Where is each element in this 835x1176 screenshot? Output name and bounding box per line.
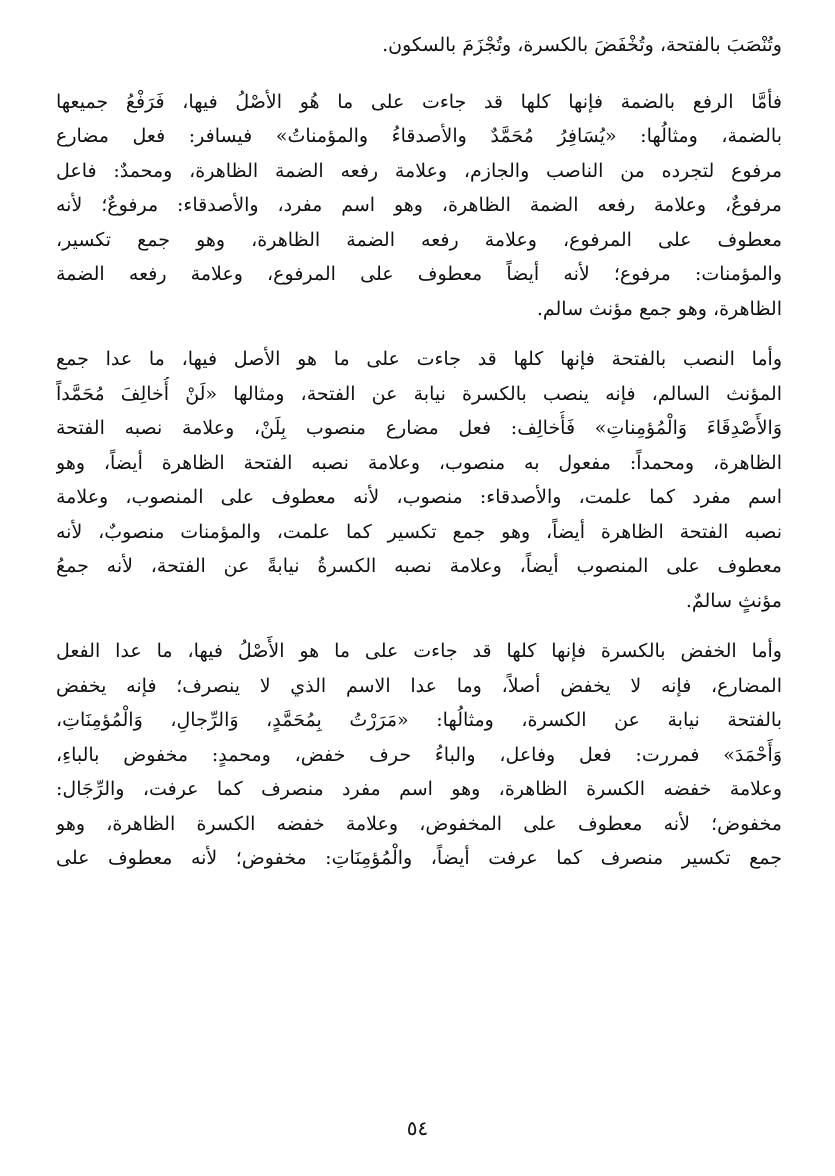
text-line: الظاهرة، ومحمداً: مفعول به منصوب، وعلامة نصبه الفتحة الظاهرة أيضاً، وهو bbox=[56, 451, 782, 474]
text-line: معطوف على المرفوع، وعلامة رفعه الضمة الظاهرة، وهو جمع تكسير، bbox=[56, 228, 782, 251]
text-line: المؤنث السالم، فإنه ينصب بالكسرة نيابة عن الفتحة، ومثالها «لَنْ أُخالِفَ مُحَمَّداً bbox=[56, 382, 782, 405]
paragraph-khafd bbox=[56, 634, 782, 876]
text-line: فأمَّا الرفع بالضمة فإنها كلها قد جاءت على ما هُو الأصْلُ فيها، فَرَفْعُ جميعها bbox=[56, 90, 782, 113]
text-line: مخفوض؛ لأنه معطوف على المخفوض، وعلامة خفضه الكسرة الظاهرة، وهو bbox=[56, 812, 782, 835]
paragraph-raf bbox=[56, 85, 782, 327]
text-line: الظاهرة، وهو جمع مؤنث سالم. bbox=[536, 297, 782, 320]
paragraph-nasb bbox=[56, 342, 782, 618]
page-number: ٥٤ bbox=[406, 1116, 429, 1140]
text-line: وأما النصب بالفتحة فإنها كلها قد جاءت على ما هو الأصل فيها، ما عدا جمع bbox=[56, 348, 782, 370]
text-line: وأما الخفض بالكسرة فإنها كلها قد جاءت على ما هو الأَصْلُ فيها، ما عدا الفعل bbox=[56, 640, 782, 662]
text-line: وتُنْصَبَ بالفتحة، وتُخْفَضَ بالكسرة، وتُجْزَمَ بالسكون. bbox=[382, 34, 782, 56]
text-line: جمع تكسير منصرف كما عرفت أيضاً، والْمُؤمِنَاتِ: مخفوض؛ لأنه معطوف على bbox=[56, 847, 782, 869]
text-line: اسم مفرد كما علمت، والأصدقاء: منصوب، لأنه معطوف على المنصوب، وعلامة bbox=[56, 486, 782, 508]
text-line: مرفوعٌ، وعلامة رفعه الضمة الظاهرة، وهو اسم مفرد، والأصدقاء: مرفوعٌ؛ لأنه bbox=[56, 194, 782, 216]
text-line: بالضمة، ومثالُها: «يُسَافِرُ مُحَمَّدٌ والأصدقاءُ والمؤمناتُ» فيسافر: فعل مضارع bbox=[56, 125, 782, 147]
text-line: المضارع، فإنه لا يخفض أصلاً، وما عدا الاسم الذي لا ينصرف؛ فإنه يخفض bbox=[56, 674, 782, 697]
text-line: وعلامة خفضه الكسرة الظاهرة، وهو اسم مفرد منصرف كما عرفت، والرِّجَال: bbox=[56, 778, 782, 800]
body-text bbox=[56, 28, 782, 892]
text-line: والمؤمنات: مرفوع؛ لأنه أيضاً معطوف على المرفوع، وعلامة رفعه الضمة bbox=[56, 263, 782, 285]
text-line: معطوف على المنصوب أيضاً، وعلامة نصبه الكسرةُ نيابةً عن الفتحة، لأنه جمعُ bbox=[56, 555, 782, 577]
text-line: بالفتحة نيابة عن الكسرة، ومثالُها: «مَرَرْتُ بِمُحَمَّدٍ، وَالرِّجالِ، وَالْمُؤمِنَاتِ، bbox=[56, 709, 782, 731]
text-line: نصبه الفتحة الظاهرة أيضاً، وهو جمع تكسير كما علمت، والمؤمنات منصوبٌ، لأنه bbox=[56, 520, 782, 543]
text-line: مرفوع لتجرده من الناصب والجازم، وعلامة رفعه الضمة الظاهرة، ومحمدٌ: فاعل bbox=[56, 159, 782, 182]
text-line: مؤنثٍ سالمٌ. bbox=[685, 589, 782, 612]
text-line: وَأَحْمَدَ» فمررت: فعل وفاعل، والباءُ حرف خفض، ومحمدٍ: مخفوض بالباءِ، bbox=[56, 743, 782, 766]
text-line: وَالأَصْدِقَاءَ وَالْمُؤمِناتِ» فَأُخالِف: فعل مضارع منصوب بِلَنْ، وعلامة نصبه الفتحة bbox=[56, 417, 782, 439]
paragraph-intro bbox=[56, 28, 782, 63]
